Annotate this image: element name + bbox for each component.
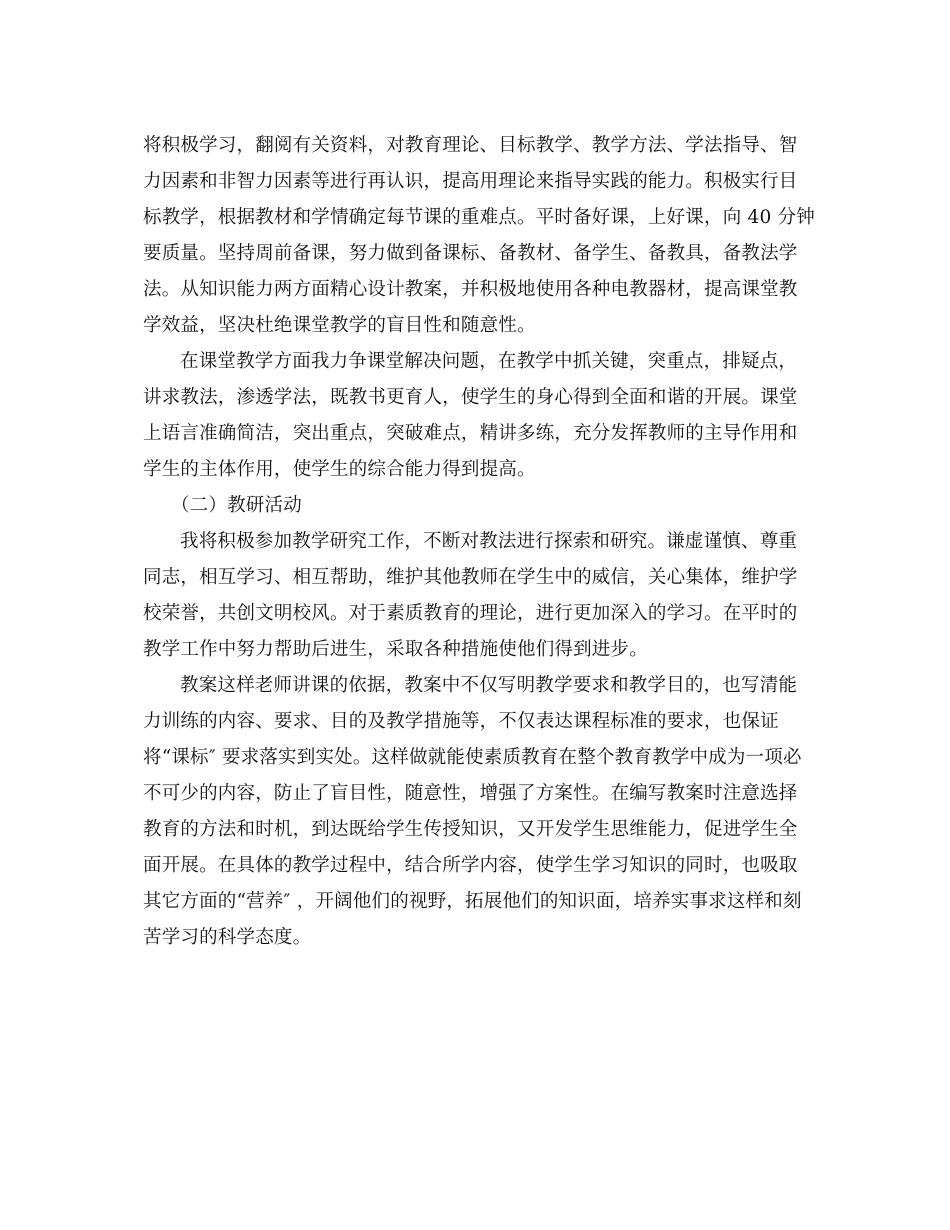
text-line: 标教学，根据教材和学情确定每节课的重难点。平时备好课，上好课，向 40 分钟 [143,207,815,228]
text-line: 苦学习的科学态度。 [143,927,312,948]
text-line: 面开展。在具体的教学过程中，结合所学内容，使学生学习知识的同时，也吸取 [143,855,798,876]
text-line: 在课堂教学方面我力争课堂解决问题，在教学中抓关键，突重点，排疑点， [180,351,798,372]
text-line: 将积极学习，翻阅有关资料，对教育理论、目标教学、教学方法、学法指导、智 [143,135,798,156]
text-line: 教学工作中努力帮助后进生，采取各种措施使他们得到进步。 [143,639,648,660]
text-line: 要质量。坚持周前备课，努力做到备课标、备教材、备学生、备教具，备教法学 [143,243,798,264]
text-line: 法。从知识能力两方面精心设计教案，并积极地使用各种电教器材，提高课堂教 [143,279,798,300]
text-line: 不可少的内容，防止了盲目性，随意性，增强了方案性。在编写教案时注意选择 [143,783,798,804]
text-line: 讲求教法，渗透学法，既教书更育人，使学生的身心得到全面和谐的开展。课堂 [143,387,798,408]
text-line: 其它方面的“营养″ ，开阔他们的视野，拓展他们的知识面，培养实事求这样和刻 [143,891,802,912]
text-line: 同志，相互学习、相互帮助，维护其他教师在学生中的威信，关心集体，维护学 [143,567,798,588]
text-line: 力训练的内容、要求、目的及教学措施等，不仅表达课程标准的要求，也保证 [143,711,779,732]
text-line: 教案这样老师讲课的依据，教案中不仅写明教学要求和教学目的，也写清能 [180,675,798,696]
text-line: 学生的主体作用，使学生的综合能力得到提高。 [143,459,536,480]
text-line: 将“课标″ 要求落实到实处。这样做就能使素质教育在整个教育教学中成为一项必 [143,747,802,768]
text-line: 力因素和非智力因素等进行再认识，提高用理论来指导实践的能力。积极实行目 [143,171,798,192]
text-line: 校荣誉，共创文明校风。对于素质教育的理论，进行更加深入的学习。在平时的 [143,603,798,624]
text-line: 教育的方法和时机，到达既给学生传授知识，又开发学生思维能力，促进学生全 [143,819,798,840]
text-line: 学效益，坚决杜绝课堂教学的盲目性和随意性。 [143,315,536,336]
text-line: 我将积极参加教学研究工作，不断对教法进行探索和研究。谦虚谨慎、尊重 [180,531,798,552]
section-heading: （二）教研活动 [171,495,302,516]
text-line: 上语言准确简洁，突出重点，突破难点，精讲多练，充分发挥教师的主导作用和 [143,423,798,444]
